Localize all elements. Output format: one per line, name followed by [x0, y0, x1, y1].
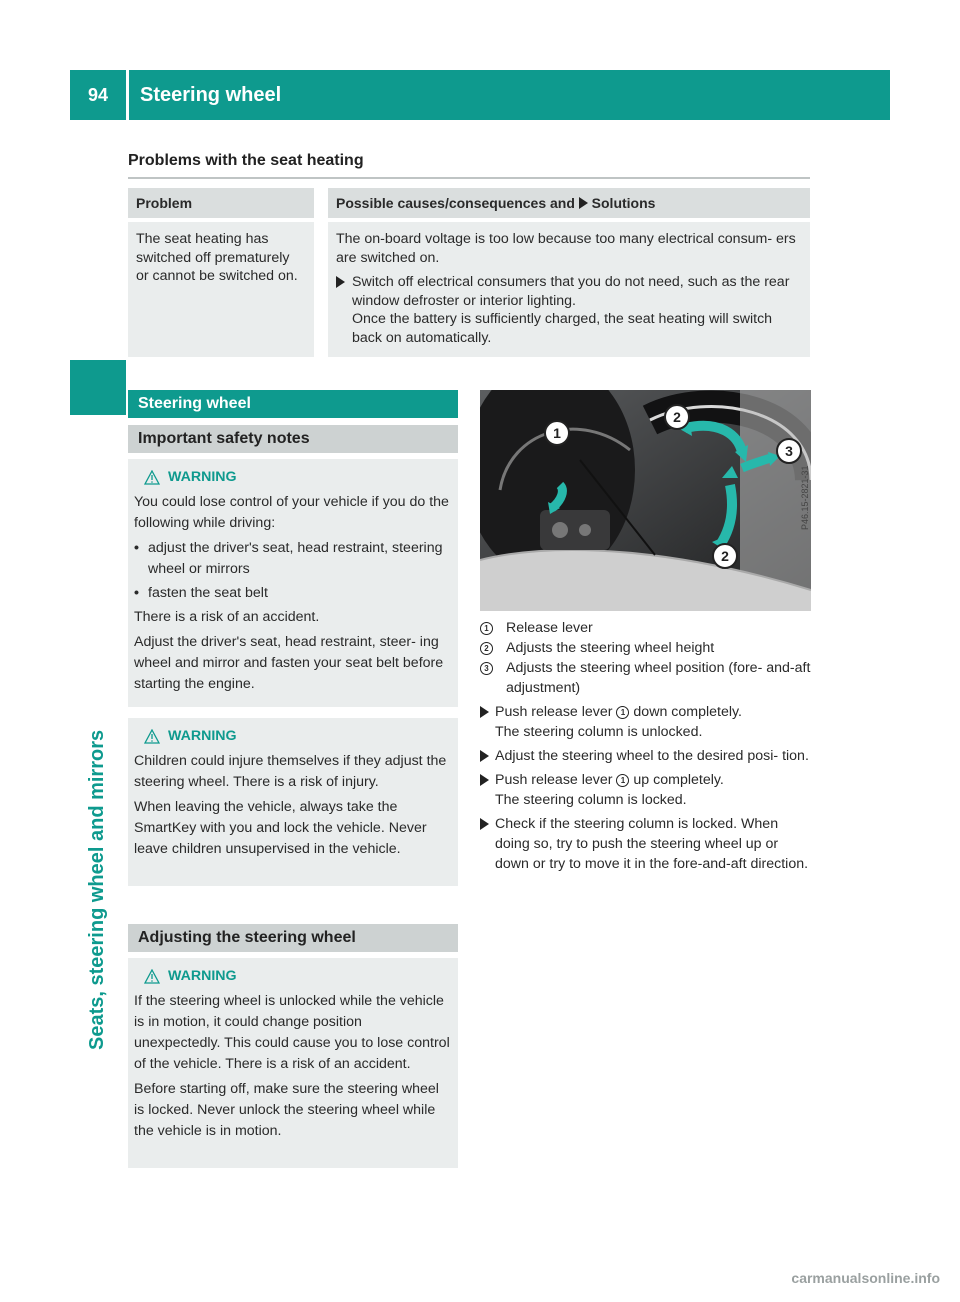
warning-label: WARNING	[168, 968, 237, 984]
list-item-text: fasten the seat belt	[148, 585, 268, 601]
adjusting-heading: Adjusting the steering wheel	[128, 924, 458, 952]
col-causes-label: Possible causes/consequences and	[336, 195, 575, 211]
solution-step-text: Switch off electrical consumers that you do not need, such as the rear window defroster or interior lighting.	[352, 274, 790, 309]
arrow-icon	[480, 750, 489, 762]
warning-text: There is a risk of an accident.	[134, 609, 320, 625]
table-header-row	[128, 188, 810, 218]
legend-item	[480, 618, 815, 638]
header-title: Steering wheel	[140, 83, 282, 106]
steering-wheel-photo	[480, 390, 811, 611]
section-rule	[128, 177, 810, 179]
instruction-step	[480, 746, 815, 766]
solution-step-note: Once the battery is sufficiently charged, the seat heating will switch back on automatically.	[352, 311, 773, 346]
instruction-step	[480, 702, 815, 742]
list-item: • fasten the seat belt	[134, 583, 450, 604]
callout-ref: 3	[480, 662, 493, 675]
side-chapter-label: Seats, steering wheel and mirrors	[86, 729, 108, 1050]
warning-text: Before starting off, make sure the steering wheel is locked. Never unlock the steering wheel while the vehicle is in motion.	[134, 1081, 439, 1139]
figure-code: P46.15-2821-31	[800, 465, 810, 530]
legend-text: Adjusts the steering wheel position (fore- and-aft adjustment)	[506, 660, 811, 696]
warning-text: If the steering wheel is unlocked while the vehicle is in motion, it could change position unexpectedly. This could cause you to lose control of the vehicle. There is a risk of an accident.	[134, 993, 450, 1072]
col-solutions-label: Solutions	[591, 195, 656, 211]
page-number: 94	[87, 84, 109, 105]
list-item-text: adjust the driver's seat, head restraint, steering wheel or mirrors	[148, 540, 443, 577]
solution-step	[336, 273, 802, 347]
warning-text: You could lose control of your vehicle if you do the following while driving:	[134, 494, 449, 531]
warning-header	[144, 467, 450, 488]
figure-legend	[480, 618, 815, 874]
legend-text: Adjusts the steering wheel height	[506, 640, 715, 656]
callout-3: 3	[776, 438, 802, 464]
legend-item	[480, 638, 815, 658]
callout-ref: 1	[616, 706, 629, 719]
warning-box-3	[128, 958, 458, 1168]
instruction-text: Adjust the steering wheel to the desired posi- tion.	[495, 748, 809, 764]
side-tab-marker	[70, 360, 126, 415]
arrow-icon	[480, 774, 489, 786]
instruction-text: down completely.	[633, 704, 742, 720]
warning-text: Adjust the driver's seat, head restraint, steer- ing wheel and mirror and fasten your seat belt before starting the engine.	[134, 634, 444, 692]
instruction-note: The steering column is unlocked.	[495, 724, 703, 740]
instruction-step	[480, 770, 815, 810]
warning-triangle-icon	[144, 470, 160, 485]
callout-1: 1	[544, 420, 570, 446]
legend-item	[480, 658, 815, 698]
warning-label: WARNING	[168, 728, 237, 744]
warning-box-2	[128, 718, 458, 886]
problems-section-title: Problems with the seat heating	[128, 152, 364, 169]
problems-table	[128, 188, 810, 357]
instruction-text: up completely.	[633, 772, 724, 788]
callout-ref: 1	[616, 774, 629, 787]
callout-2-top: 2	[664, 404, 690, 430]
warning-triangle-icon	[144, 729, 160, 744]
page-header	[70, 70, 890, 120]
warning-box-1	[128, 459, 458, 707]
safety-notes-heading: Important safety notes	[128, 425, 458, 453]
instruction-text: Check if the steering column is locked. When doing so, try to push the steering wheel up or down or try to move it in the fore-and-aft direction.	[495, 816, 809, 872]
callout-ref: 2	[480, 642, 493, 655]
col-problem-header: Problem	[128, 188, 328, 218]
header-divider	[126, 70, 129, 120]
callout-2-bottom: 2	[712, 543, 738, 569]
warning-label: WARNING	[168, 469, 237, 485]
warning-header	[144, 726, 450, 747]
footer-watermark: carmanualsonline.info	[791, 1270, 940, 1286]
steering-wheel-illustration	[480, 390, 811, 611]
problem-cell: The seat heating has switched off prematurely or cannot be switched on.	[128, 222, 328, 357]
instruction-note: The steering column is locked.	[495, 792, 687, 808]
table-row	[128, 222, 810, 357]
col-causes-header	[328, 188, 810, 218]
arrow-icon	[579, 197, 588, 209]
callout-ref: 1	[480, 622, 493, 635]
warning-triangle-icon	[144, 969, 160, 984]
arrow-icon	[336, 276, 345, 288]
warning-text: When leaving the vehicle, always take the SmartKey with you and lock the vehicle. Never leave children unsupervised in the vehicle.	[134, 799, 427, 857]
warning-text: Children could injure themselves if they adjust the steering wheel. There is a risk of injury.	[134, 753, 447, 790]
cause-cell	[328, 222, 810, 357]
warning-header	[144, 966, 450, 987]
instruction-step	[480, 814, 815, 874]
steering-wheel-heading: Steering wheel	[128, 390, 458, 418]
legend-text: Release lever	[506, 620, 593, 636]
cause-text: The on-board voltage is too low because too many electrical consum- ers are switched on.	[336, 231, 796, 266]
arrow-icon	[480, 706, 489, 718]
instruction-text: Push release lever	[495, 772, 613, 788]
instruction-text: Push release lever	[495, 704, 613, 720]
arrow-icon	[480, 818, 489, 830]
list-item: • adjust the driver's seat, head restraint, steering wheel or mirrors	[134, 538, 450, 580]
